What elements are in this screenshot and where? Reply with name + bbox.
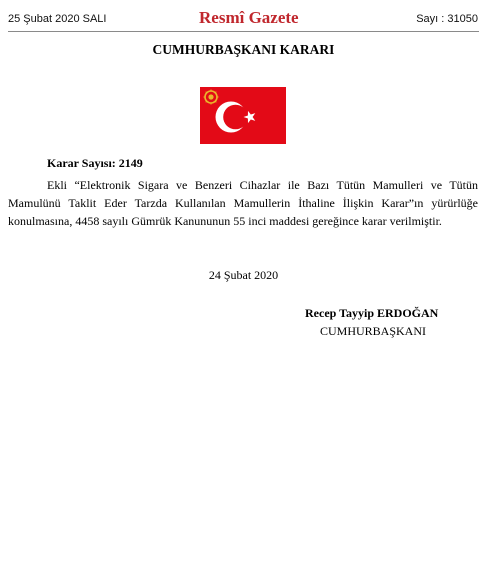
decision-number: Karar Sayısı: 2149 [47, 156, 143, 170]
signatory-title: CUMHURBAŞKANI [320, 324, 427, 338]
body-text-line: Mamulünü Taklit Eder Tarzda Kullanılan Mamullerin İthaline İlişkin Karar”ın yürürlüğe [8, 196, 478, 210]
body-text-line: konulmasına, 4458 sayılı Gümrük Kanununun 55 inci maddesi gereğince karar verilmiştir. [8, 214, 442, 228]
presidential-seal-icon [204, 90, 219, 105]
body-text-line: Ekli “Elektronik Sigara ve Benzeri Cihazlar ile Bazı Tütün Mamulleri ve Tütün [47, 178, 478, 192]
document-heading: CUMHURBAŞKANI KARARI [152, 42, 335, 57]
decision-date: 24 Şubat 2020 [208, 268, 279, 282]
turkish-flag-icon [200, 87, 286, 144]
gazette-issue-number: Sayı : 31050 [416, 13, 478, 25]
signatory-name: Recep Tayyip ERDOĞAN [305, 306, 439, 320]
gazette-date: 25 Şubat 2020 SALI [8, 13, 107, 25]
header-divider [8, 31, 479, 32]
gazette-title: Resmî Gazete [199, 8, 299, 27]
